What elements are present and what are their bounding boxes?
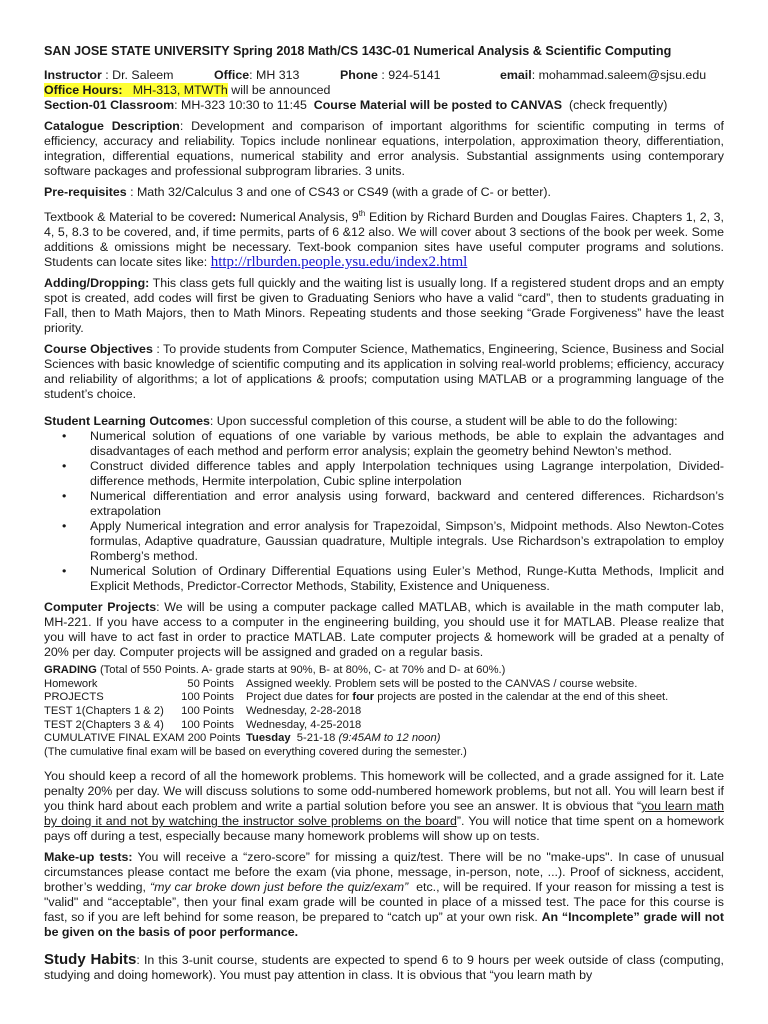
grade-note-a: 5-21-18 — [290, 732, 339, 745]
homework-text-b: ”. You will notice that time spent on a homework pays off during a test, especially because many homework problems will show up on tests. — [44, 814, 724, 844]
textbook-colon: : — [232, 210, 237, 225]
list-item — [44, 519, 724, 564]
classroom-label: Section-01 Classroom — [44, 98, 175, 112]
grade-item: TEST 1(Chapters 1 & 2) — [44, 704, 164, 717]
outcome-text: Apply Numerical integration and error analysis for Trapezoidal, Simpson’s, Midpoint methods. Also Newton-Cotes formulas, Adaptive quadrature, Gaussian quadrature, Multiple integrals. Use Richardson’s extrapolation to employ Romberg’s method. — [90, 519, 724, 564]
office-hours-note: will be announced — [227, 83, 331, 97]
catalogue-description — [44, 119, 724, 179]
grading-summary: (Total of 550 Points. A- grade starts at 90%, B- at 80%, C- at 70% and D- at 60%.) — [96, 664, 506, 677]
textbook-label: Textbook & Material to be covered — [44, 210, 233, 225]
list-item — [44, 459, 724, 489]
instructor-label: Instructor — [44, 68, 102, 82]
catalogue-text: : Development and comparison of important algorithms for scientific computing in terms of efficiency, accuracy and reliability. Topics include nonlinear equations, interpolation, approximation theory, differentiation, integration, differential equations, numerical stability and error analysis. Substantial assignments using contemporary software packages and professional subprogram libraries. 3 units. — [44, 119, 724, 178]
grade-item: CUMULATIVE FINAL EXAM 200 Points — [44, 732, 241, 745]
grade-note-bold: Tuesday — [246, 732, 291, 745]
adding-label: Adding/Dropping: — [44, 276, 150, 291]
office-hours-row — [44, 83, 724, 98]
grading-header — [44, 664, 724, 678]
outcome-text: Numerical solution of equations of one variable by various methods, be able to explain the advantages and disadvantages of each method and perform error analysis; explain the geometry behind Newton’s method. — [90, 429, 724, 459]
grading-table — [44, 664, 724, 759]
textbook-text-a: Numerical Analysis, 9 — [236, 210, 359, 225]
office-value: : MH 313 — [249, 68, 300, 82]
objectives-text: : To provide students from Computer Science, Mathematics, Engineering, Science, Business and Social Sciences with basic knowledge of scientific computing and its application in solving real-world problems; efficiency, accuracy and reliability of algorithms; a lot of applications & proofs; computation using MATLAB or a programming language of the student’s choice. — [44, 342, 724, 402]
outcome-text: Construct divided difference tables and apply Interpolation techniques using Lagrange interpolation, Divided-difference methods, Hermite interpolation, Cubic spline interpolation — [90, 459, 724, 489]
grading-label: GRADING — [44, 664, 97, 677]
grade-note: Wednesday, 4-25-2018 — [246, 718, 362, 731]
grade-note-italic: (9:45AM to 12 noon) — [338, 732, 441, 745]
table-row — [44, 678, 724, 692]
outcome-text: Numerical differentiation and error analysis using forward, backward and centered differences. Richardson’s extrapolation — [90, 489, 724, 519]
bullet-icon: • — [62, 489, 67, 504]
grade-points: 100 Points — [181, 691, 234, 704]
grade-note: Assigned weekly. Problem sets will be posted to the CANVAS / course website. — [246, 677, 638, 690]
homework-quote: you learn math by doing it and not by watching the instructor solve problems on the board — [44, 799, 724, 829]
bullet-icon: • — [62, 459, 67, 474]
projects-text: : We will be using a computer package called MATLAB, which is available in the math computer lab, MH-221. If you have access to a computer in the engineering building, you should use it for MATLAB. Please realize that you will have to act fast in order to practice MATLAB. Late computer projects & homework will be graded at a penalty of 20% per day. Computer projects will be assigned and graded on a regular basis. — [44, 600, 724, 660]
list-item — [44, 489, 724, 519]
catalogue-label: Catalogue Description — [44, 119, 180, 133]
grading-footnote: (The cumulative final exam will be based on everything covered during the semester.) — [44, 745, 467, 758]
grade-points: 100 Points — [181, 704, 234, 717]
table-row — [44, 719, 724, 733]
canvas-notice: Course Material will be posted to CANVAS — [313, 98, 563, 112]
homework-text-a: You should keep a record of all the homework problems. This homework will be collected, and a grade assigned for it. Late penalty 20% per day. We will discuss solutions to some odd-numbered homework problems, but not all. You will learn best if you think hard about each problem and write a partial solution before you see an answer. It is obvious that “ — [44, 769, 724, 814]
grade-item: Homework — [44, 677, 98, 690]
outcomes-intro-text: : Upon successful completion of this course, a student will be able to do the following: — [209, 414, 678, 429]
list-item — [44, 429, 724, 459]
makeup-text-a: You will receive a “zero-score” for missing a quiz/test. There will be no "make-ups". In case of unusual circumstances please contact me before the exam (via phone, message, in-person, note, ...). Proof of sickness, accident, brother’s wedding, — [44, 850, 724, 895]
bullet-icon: • — [62, 519, 67, 534]
syllabus-page — [44, 44, 728, 989]
objectives-label: Course Objectives — [44, 342, 153, 357]
homework-policy — [44, 769, 724, 844]
grade-item: PROJECTS — [44, 691, 104, 704]
outcomes-label: Student Learning Outcomes — [44, 414, 210, 429]
makeup-label: Make-up tests: — [44, 850, 133, 865]
table-row — [44, 732, 724, 746]
study-label: Study Habits — [44, 951, 137, 969]
incomplete-notice: An “Incomplete” grade will not be given on the basis of poor performance. — [44, 910, 725, 940]
grade-note-b: projects are posted in the calendar at the end of this sheet. — [374, 691, 669, 704]
study-habits — [44, 952, 724, 983]
instructor-name: : Dr. Saleem — [101, 68, 174, 82]
table-row — [44, 705, 724, 719]
prereq-label: Pre-requisites — [44, 185, 127, 199]
classroom-row — [44, 98, 724, 113]
prerequisites — [44, 185, 724, 200]
phone-label: Phone — [340, 68, 378, 82]
office-hours-value: MH-313, MTWTh — [122, 83, 228, 97]
classroom-value: : MH-323 10:30 to 11:45 — [174, 98, 314, 112]
list-item — [44, 564, 724, 594]
makeup-italic: “my car broke down just before the quiz/exam” — [149, 880, 409, 895]
adding-text: This class gets full quickly and the waiting list is usually long. If a registered student drops and an empty spot is created, add codes will first be given to Graduating Seniors who have a valid “card”, then to students graduating in Fall, then to Math Majors, then to Math Minors. Repeating students and those seeking “Grade Forgiveness” have the least priority. — [44, 276, 724, 336]
study-text: : In this 3-unit course, students are expected to spend 6 to 9 hours per week outside of class (computing, studying and doing homework). You must pay attention in class. It is obvious that “you learn math by — [44, 953, 724, 983]
projects-label: Computer Projects — [44, 600, 157, 615]
grade-note: Wednesday, 2-28-2018 — [246, 704, 362, 717]
outcomes-list — [44, 429, 724, 594]
office-hours-highlight — [44, 83, 228, 97]
instructor-info-row — [44, 68, 724, 83]
computer-projects — [44, 600, 724, 660]
grade-item: TEST 2(Chapters 3 & 4) — [44, 718, 164, 731]
grade-points: 50 Points — [187, 677, 234, 690]
grade-note-bold: four — [352, 691, 375, 704]
grade-note-a: Project due dates for — [246, 691, 353, 704]
document-title: SAN JOSE STATE UNIVERSITY Spring 2018 Math/CS 143C-01 Numerical Analysis & Scientific Computing — [44, 44, 672, 58]
outcomes-intro — [44, 414, 724, 429]
textbook-text-b: Edition by Richard Burden and Douglas Faires. Chapters 1, 2, 3, 4, 5, 8.3 to be covered, and, if time permits, parts of 6 &12 also. We will cover about 3 sections of the book per week. Some additions & omissions might be necessary. Text-book companion sites have useful computer programs and solutions. Students can locate sites like: — [44, 210, 724, 270]
makeup-policy — [44, 850, 728, 940]
adding-dropping — [44, 276, 724, 336]
grade-note — [246, 691, 724, 705]
course-objectives — [44, 342, 724, 402]
textbook-section — [44, 206, 724, 270]
email-label: email — [500, 68, 532, 82]
companion-site-link[interactable]: http://rlburden.people.ysu.edu/index2.html — [210, 254, 468, 271]
edition-superscript: th — [358, 209, 366, 218]
table-row — [44, 691, 724, 705]
office-hours-label: Office Hours: — [44, 83, 123, 97]
grade-points: 100 Points — [181, 718, 234, 731]
phone-value: : 924-5141 — [377, 68, 441, 82]
prereq-text: : Math 32/Calculus 3 and one of CS43 or CS49 (with a grade of C- or better). — [126, 185, 551, 199]
office-label: Office — [214, 68, 250, 82]
bullet-icon: • — [62, 429, 67, 444]
outcome-text: Numerical Solution of Ordinary Differential Equations using Euler’s Method, Runge-Kutta Methods, Implicit and Explicit Methods, Predictor-Corrector Methods, Stability, Existence and Uniqueness. — [90, 564, 724, 594]
bullet-icon: • — [62, 564, 67, 579]
email-value[interactable]: : mohammad.saleem@sjsu.edu — [531, 68, 707, 82]
makeup-text-b: etc., will be required. If your reason for missing a test is "valid" and “acceptable”, then your final exam grade will be counted in place of a missed test. The pace for this course is fast, so if you are left behind for some reason, be prepared to “catch up” at your own risk. — [44, 880, 728, 925]
canvas-note: (check frequently) — [562, 98, 668, 112]
grade-note — [246, 732, 724, 746]
